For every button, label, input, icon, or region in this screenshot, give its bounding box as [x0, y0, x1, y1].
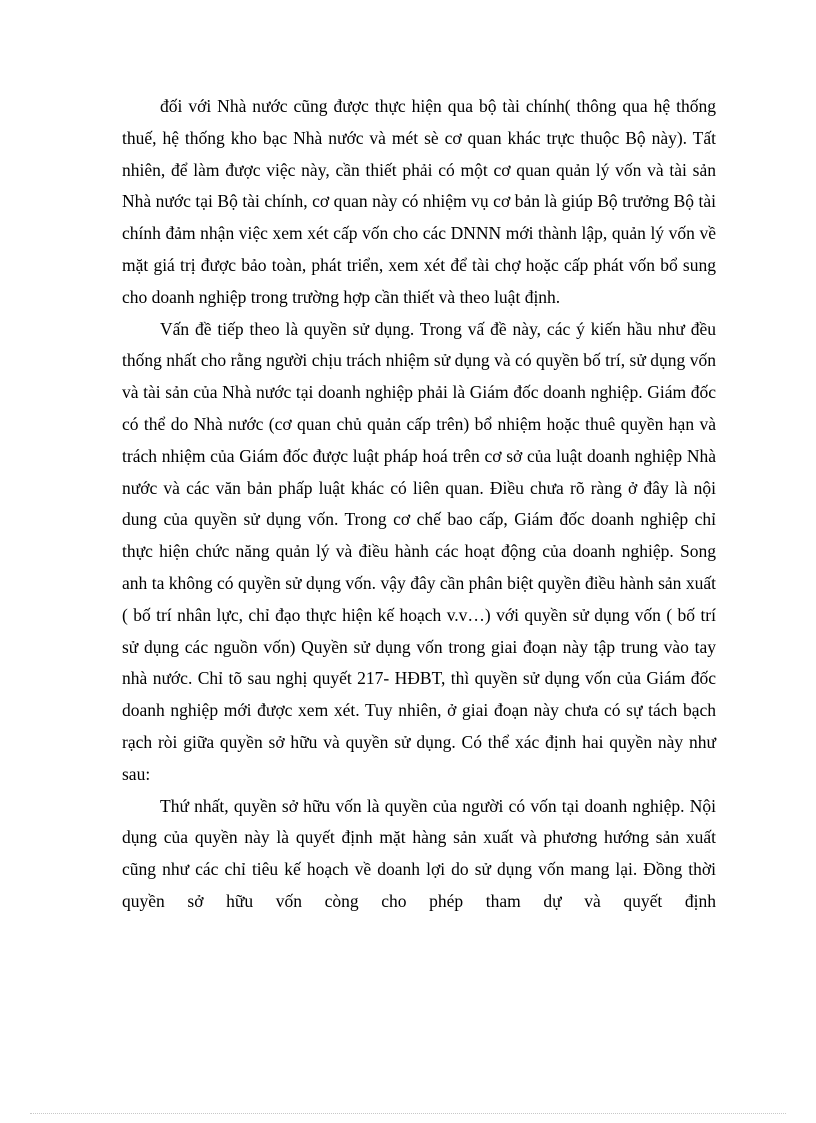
paragraph-2: Vấn đề tiếp theo là quyền sử dụng. Trong vấ đề này, các ý kiến hầu như đều thống nhất cho rằng người chịu trách nhiệm sử dụng và có quyền bố trí, sử dụng vốn và tài sản của Nhà nước tại doanh nghiệp phải là Giám đốc doanh nghiệp. Giám đốc có thể do Nhà nước (cơ quan chủ quản cấp trên) bổ nhiệm hoặc thuê quyền hạn và trách nhiệm của Giám đốc được luật pháp hoá trên cơ sở của luật doanh nghiệp Nhà nước và các văn bản phấp luật khác có liên quan. Điều chưa rõ ràng ở đây là nội dung của quyền sử dụng vốn. Trong cơ chế bao cấp, Giám đốc doanh nghiệp chỉ thực hiện chức năng quản lý và điều hành các hoạt động của doanh nghiệp. Song anh ta không có quyền sử dụng vốn. vậy đây cần phân biệt quyền điều hành sản xuất ( bố trí nhân lực, chỉ đạo thực hiện kế hoạch v.v…) với quyền sử dụng vốn ( bố trí sử dụng các nguồn vốn) Quyền sử dụng vốn trong giai đoạn này tập trung vào tay nhà nước. Chỉ tõ sau nghị quyết 217- HĐBT, thì quyền sử dụng vốn của Giám đốc doanh nghiệp mới được xem xét. Tuy nhiên, ở giai đoạn này chưa có sự tách bạch rạch ròi giữa quyền sở hữu và quyền sử dụng. Có thể xác định hai quyền này như sau:: [122, 318, 716, 784]
paragraph-3: Thứ nhất, quyền sở hữu vốn là quyền của người có vốn tại doanh nghiệp. Nội dụng của quyền này là quyết định mặt hàng sản xuất và phương hướng sản xuất cũng như các chỉ tiêu kế hoạch về doanh lợi do sử dụng vốn mang lại. Đồng thời quyền sở hữu vốn còng cho phép tham dự và quyết định: [122, 795, 716, 911]
page-bottom-divider: [30, 1113, 786, 1114]
body-text: [122, 91, 716, 918]
paragraph-1: đối với Nhà nước cũng được thực hiện qua bộ tài chính( thông qua hệ thống thuế, hệ thống kho bạc Nhà nước và mét sè cơ quan khác trực thuộc Bộ này). Tất nhiên, để làm được việc này, cần thiết phải có một cơ quan quản lý vốn và tài sản Nhà nước tại Bộ tài chính, cơ quan này có nhiệm vụ cơ bản là giúp Bộ trưởng Bộ tài chính đảm nhận việc xem xét cấp vốn cho các DNNN mới thành lập, quản lý vốn về mặt giá trị được bảo toàn, phát triển, xem xét để tài chợ hoặc cấp phát vốn bổ sung cho doanh nghiệp trong trường hợp cần thiết và theo luật định.: [122, 96, 716, 307]
